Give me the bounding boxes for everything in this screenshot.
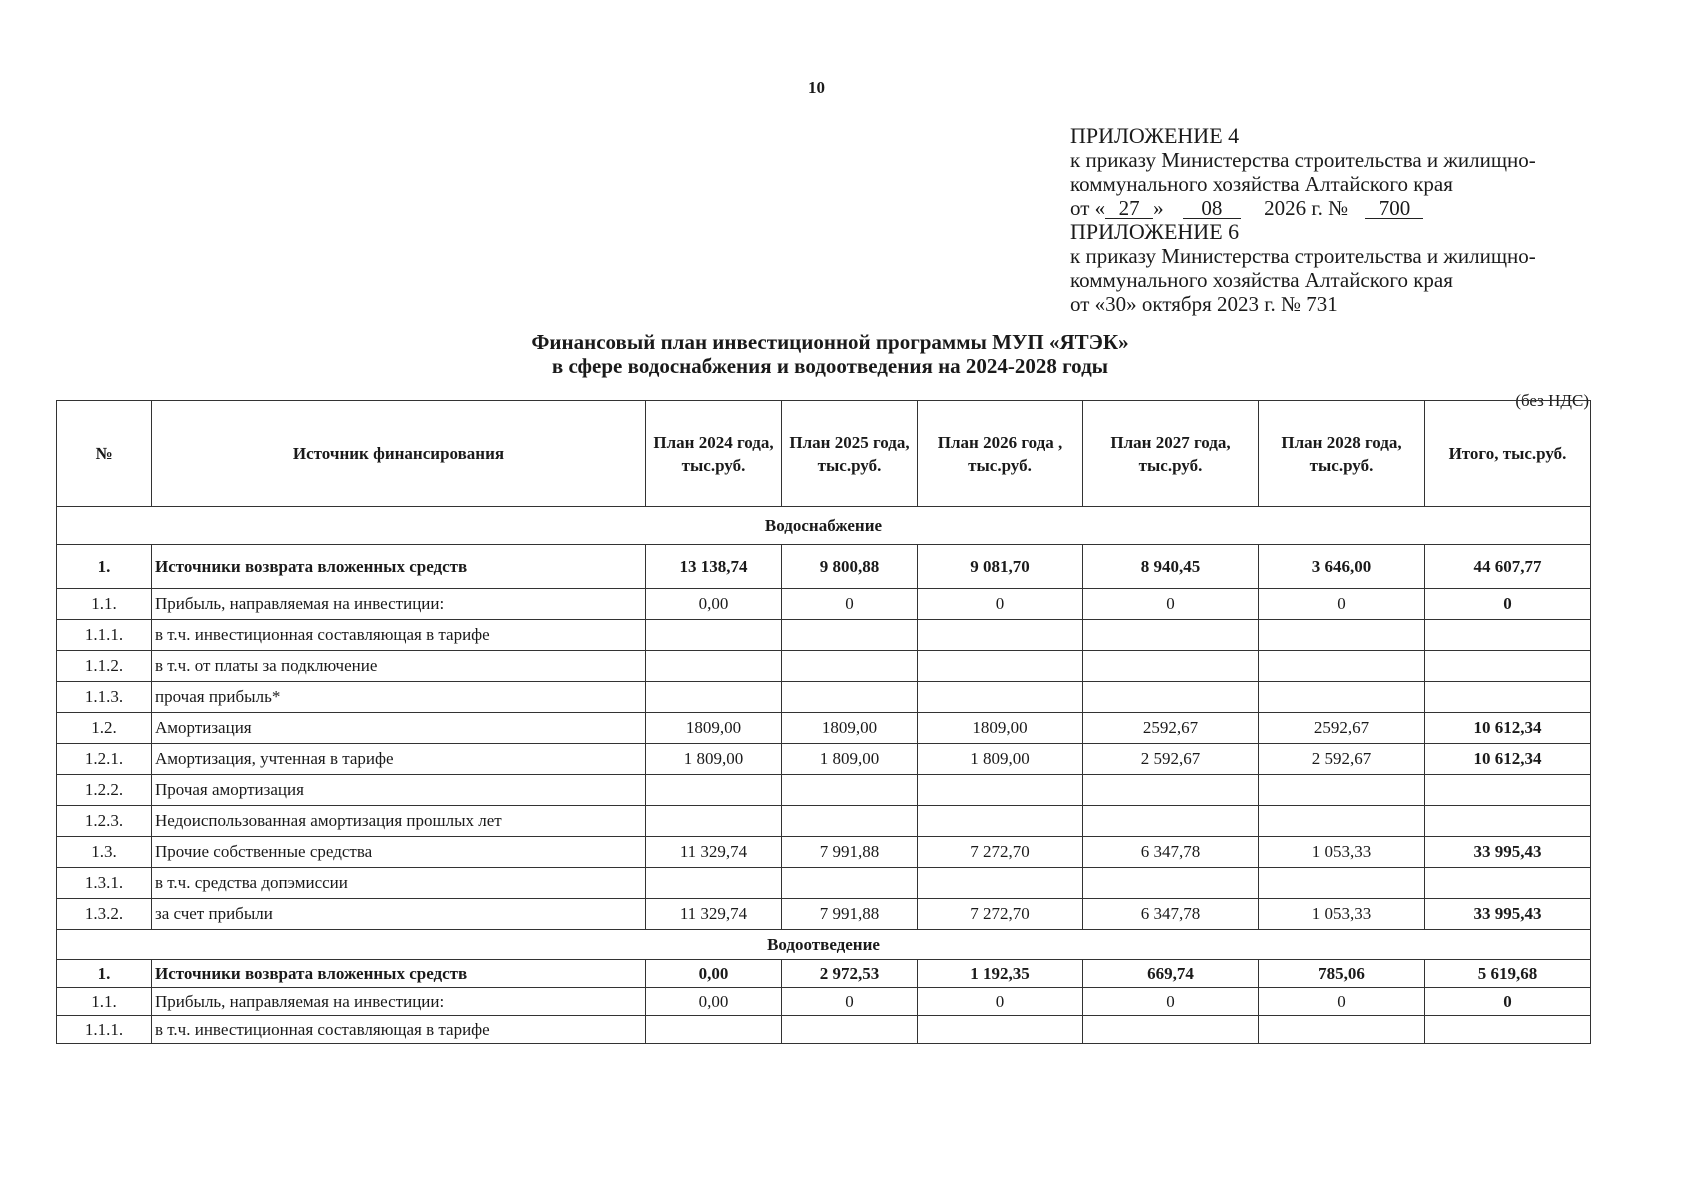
- row-plan-2028: 785,06: [1259, 960, 1425, 988]
- row-plan-2024: 0,00: [646, 589, 782, 620]
- row-number: 1.2.1.: [57, 744, 152, 775]
- row-plan-2025: 1 809,00: [782, 744, 918, 775]
- row-plan-2024: [646, 1016, 782, 1044]
- row-plan-2028: 2 592,67: [1259, 744, 1425, 775]
- appendix-line: коммунального хозяйства Алтайского края: [1070, 172, 1453, 196]
- header-plan-2026: План 2026 года , тыс.руб.: [918, 401, 1083, 507]
- row-total: [1425, 775, 1591, 806]
- table-header-row: [57, 401, 1591, 507]
- appendix-line: к приказу Министерства строительства и жилищно-: [1070, 244, 1536, 268]
- row-plan-2027: 8 940,45: [1083, 545, 1259, 589]
- row-plan-2025: [782, 775, 918, 806]
- row-plan-2025: 9 800,88: [782, 545, 918, 589]
- row-total: 0: [1425, 589, 1591, 620]
- row-plan-2025: 0: [782, 589, 918, 620]
- row-plan-2027: 2 592,67: [1083, 744, 1259, 775]
- row-number: 1.2.2.: [57, 775, 152, 806]
- header-plan-2027: План 2027 года, тыс.руб.: [1083, 401, 1259, 507]
- row-plan-2026: 1809,00: [918, 713, 1083, 744]
- row-plan-2028: [1259, 620, 1425, 651]
- title-line-2: в сфере водоснабжения и водоотведения на 2024-2028 годы: [551, 354, 1109, 378]
- row-plan-2024: [646, 651, 782, 682]
- row-plan-2028: 2592,67: [1259, 713, 1425, 744]
- appendix-line: от «30» октября 2023 г. № 731: [1070, 292, 1338, 316]
- row-total: 0: [1425, 988, 1591, 1016]
- row-source: Амортизация: [152, 713, 646, 744]
- row-number: 1.3.2.: [57, 899, 152, 930]
- row-plan-2026: 0: [918, 988, 1083, 1016]
- row-plan-2026: [918, 806, 1083, 837]
- row-plan-2026: [918, 620, 1083, 651]
- row-source: Амортизация, учтенная в тарифе: [152, 744, 646, 775]
- vat-note: (без НДС): [1515, 391, 1589, 410]
- row-source: Прибыль, направляемая на инвестиции:: [152, 589, 646, 620]
- date-day: 27: [1105, 198, 1153, 219]
- row-plan-2024: [646, 620, 782, 651]
- header-plan-2028: План 2028 года, тыс.руб.: [1259, 401, 1425, 507]
- row-number: 1.: [57, 545, 152, 589]
- row-total: 5 619,68: [1425, 960, 1591, 988]
- row-plan-2025: [782, 620, 918, 651]
- row-plan-2025: 7 991,88: [782, 899, 918, 930]
- row-plan-2027: 0: [1083, 589, 1259, 620]
- order-number: 700: [1365, 198, 1423, 219]
- row-plan-2027: [1083, 620, 1259, 651]
- table-row: [57, 713, 1591, 744]
- table-row: [57, 589, 1591, 620]
- row-plan-2025: [782, 868, 918, 899]
- row-total: 33 995,43: [1425, 899, 1591, 930]
- table-row: [57, 960, 1591, 988]
- row-source: в т.ч. от платы за подключение: [152, 651, 646, 682]
- row-source: в т.ч. средства допэмиссии: [152, 868, 646, 899]
- row-total: [1425, 682, 1591, 713]
- row-plan-2025: [782, 682, 918, 713]
- row-plan-2024: 0,00: [646, 988, 782, 1016]
- row-source: прочая прибыль*: [152, 682, 646, 713]
- row-number: 1.3.1.: [57, 868, 152, 899]
- row-source: Прочие собственные средства: [152, 837, 646, 868]
- row-total: [1425, 868, 1591, 899]
- row-plan-2028: [1259, 651, 1425, 682]
- row-plan-2026: [918, 651, 1083, 682]
- row-plan-2024: [646, 868, 782, 899]
- row-plan-2027: [1083, 651, 1259, 682]
- row-number: 1.2.3.: [57, 806, 152, 837]
- table-row: [57, 1016, 1591, 1044]
- row-plan-2027: [1083, 868, 1259, 899]
- row-total: 10 612,34: [1425, 744, 1591, 775]
- row-plan-2024: [646, 682, 782, 713]
- row-number: 1.1.2.: [57, 651, 152, 682]
- table-row: [57, 837, 1591, 868]
- table-row: [57, 545, 1591, 589]
- row-plan-2026: 7 272,70: [918, 899, 1083, 930]
- section-title: Водоотведение: [57, 930, 1591, 960]
- row-source: Источники возврата вложенных средств: [152, 960, 646, 988]
- row-plan-2027: [1083, 682, 1259, 713]
- row-source: Прочая амортизация: [152, 775, 646, 806]
- row-plan-2027: [1083, 806, 1259, 837]
- row-number: 1.1.1.: [57, 620, 152, 651]
- row-plan-2025: [782, 651, 918, 682]
- row-plan-2026: [918, 775, 1083, 806]
- row-total: [1425, 1016, 1591, 1044]
- table-row: [57, 744, 1591, 775]
- table-row: [57, 868, 1591, 899]
- date-month: 08: [1183, 198, 1241, 219]
- row-plan-2024: 0,00: [646, 960, 782, 988]
- row-total: [1425, 806, 1591, 837]
- row-plan-2027: 0: [1083, 988, 1259, 1016]
- row-plan-2026: [918, 868, 1083, 899]
- row-plan-2025: 0: [782, 988, 918, 1016]
- row-plan-2024: [646, 775, 782, 806]
- table-row: [57, 620, 1591, 651]
- row-plan-2024: 13 138,74: [646, 545, 782, 589]
- date-mid: »: [1153, 196, 1164, 220]
- row-plan-2028: [1259, 775, 1425, 806]
- row-plan-2027: 6 347,78: [1083, 899, 1259, 930]
- row-plan-2026: 1 809,00: [918, 744, 1083, 775]
- appendix-block: [1070, 124, 1630, 316]
- row-number: 1.3.: [57, 837, 152, 868]
- row-total: [1425, 620, 1591, 651]
- row-total: 33 995,43: [1425, 837, 1591, 868]
- header-no: №: [57, 401, 152, 507]
- row-source: Недоиспользованная амортизация прошлых лет: [152, 806, 646, 837]
- section-title: Водоснабжение: [57, 507, 1591, 545]
- date-year: 2026 г. №: [1264, 196, 1349, 220]
- row-plan-2024: [646, 806, 782, 837]
- row-plan-2024: 11 329,74: [646, 899, 782, 930]
- row-plan-2028: 0: [1259, 589, 1425, 620]
- row-plan-2028: [1259, 806, 1425, 837]
- row-plan-2025: [782, 806, 918, 837]
- row-plan-2026: 9 081,70: [918, 545, 1083, 589]
- row-plan-2028: 3 646,00: [1259, 545, 1425, 589]
- appendix-title-4: ПРИЛОЖЕНИЕ 4: [1070, 123, 1240, 148]
- title-line-1: Финансовый план инвестиционной программы МУП «ЯТЭК»: [531, 330, 1129, 354]
- row-plan-2025: 7 991,88: [782, 837, 918, 868]
- appendix-date-line: [1070, 196, 1630, 220]
- appendix-line: коммунального хозяйства Алтайского края: [1070, 268, 1453, 292]
- row-source: в т.ч. инвестиционная составляющая в тарифе: [152, 620, 646, 651]
- row-plan-2025: 1809,00: [782, 713, 918, 744]
- row-plan-2024: 1809,00: [646, 713, 782, 744]
- row-number: 1.1.1.: [57, 1016, 152, 1044]
- page-number: 10: [808, 78, 825, 97]
- row-total: [1425, 651, 1591, 682]
- table-row: [57, 988, 1591, 1016]
- row-plan-2024: 11 329,74: [646, 837, 782, 868]
- row-plan-2027: [1083, 775, 1259, 806]
- table-row: [57, 899, 1591, 930]
- row-plan-2028: 1 053,33: [1259, 837, 1425, 868]
- table-row: [57, 651, 1591, 682]
- section-row-water-supply: [57, 507, 1591, 545]
- document-title: [0, 330, 1660, 378]
- row-plan-2026: [918, 682, 1083, 713]
- row-source: в т.ч. инвестиционная составляющая в тарифе: [152, 1016, 646, 1044]
- row-number: 1.1.3.: [57, 682, 152, 713]
- row-plan-2026: [918, 1016, 1083, 1044]
- row-plan-2028: [1259, 682, 1425, 713]
- row-source: Источники возврата вложенных средств: [152, 545, 646, 589]
- financial-plan-table: [56, 400, 1591, 1044]
- header-plan-2025: План 2025 года, тыс.руб.: [782, 401, 918, 507]
- row-plan-2026: 1 192,35: [918, 960, 1083, 988]
- row-plan-2026: 7 272,70: [918, 837, 1083, 868]
- row-number: 1.1.: [57, 589, 152, 620]
- row-plan-2027: 2592,67: [1083, 713, 1259, 744]
- date-prefix: от «: [1070, 196, 1106, 220]
- appendix-line: к приказу Министерства строительства и жилищно-: [1070, 148, 1536, 172]
- row-plan-2025: [782, 1016, 918, 1044]
- table-row: [57, 682, 1591, 713]
- header-plan-2024: План 2024 года, тыс.руб.: [646, 401, 782, 507]
- row-plan-2028: [1259, 1016, 1425, 1044]
- appendix-title-6: ПРИЛОЖЕНИЕ 6: [1070, 219, 1240, 244]
- row-source: за счет прибыли: [152, 899, 646, 930]
- row-total: 10 612,34: [1425, 713, 1591, 744]
- row-plan-2024: 1 809,00: [646, 744, 782, 775]
- row-plan-2025: 2 972,53: [782, 960, 918, 988]
- table-row: [57, 806, 1591, 837]
- row-number: 1.1.: [57, 988, 152, 1016]
- row-plan-2026: 0: [918, 589, 1083, 620]
- row-total: 44 607,77: [1425, 545, 1591, 589]
- row-number: 1.: [57, 960, 152, 988]
- row-plan-2028: 0: [1259, 988, 1425, 1016]
- row-number: 1.2.: [57, 713, 152, 744]
- header-source: Источник финансирования: [152, 401, 646, 507]
- row-plan-2027: 669,74: [1083, 960, 1259, 988]
- row-source: Прибыль, направляемая на инвестиции:: [152, 988, 646, 1016]
- section-row-water-disposal: [57, 930, 1591, 960]
- row-plan-2028: 1 053,33: [1259, 899, 1425, 930]
- table-row: [57, 775, 1591, 806]
- header-total: Итого, тыс.руб.: [1425, 401, 1591, 507]
- row-plan-2028: [1259, 868, 1425, 899]
- row-plan-2027: [1083, 1016, 1259, 1044]
- row-plan-2027: 6 347,78: [1083, 837, 1259, 868]
